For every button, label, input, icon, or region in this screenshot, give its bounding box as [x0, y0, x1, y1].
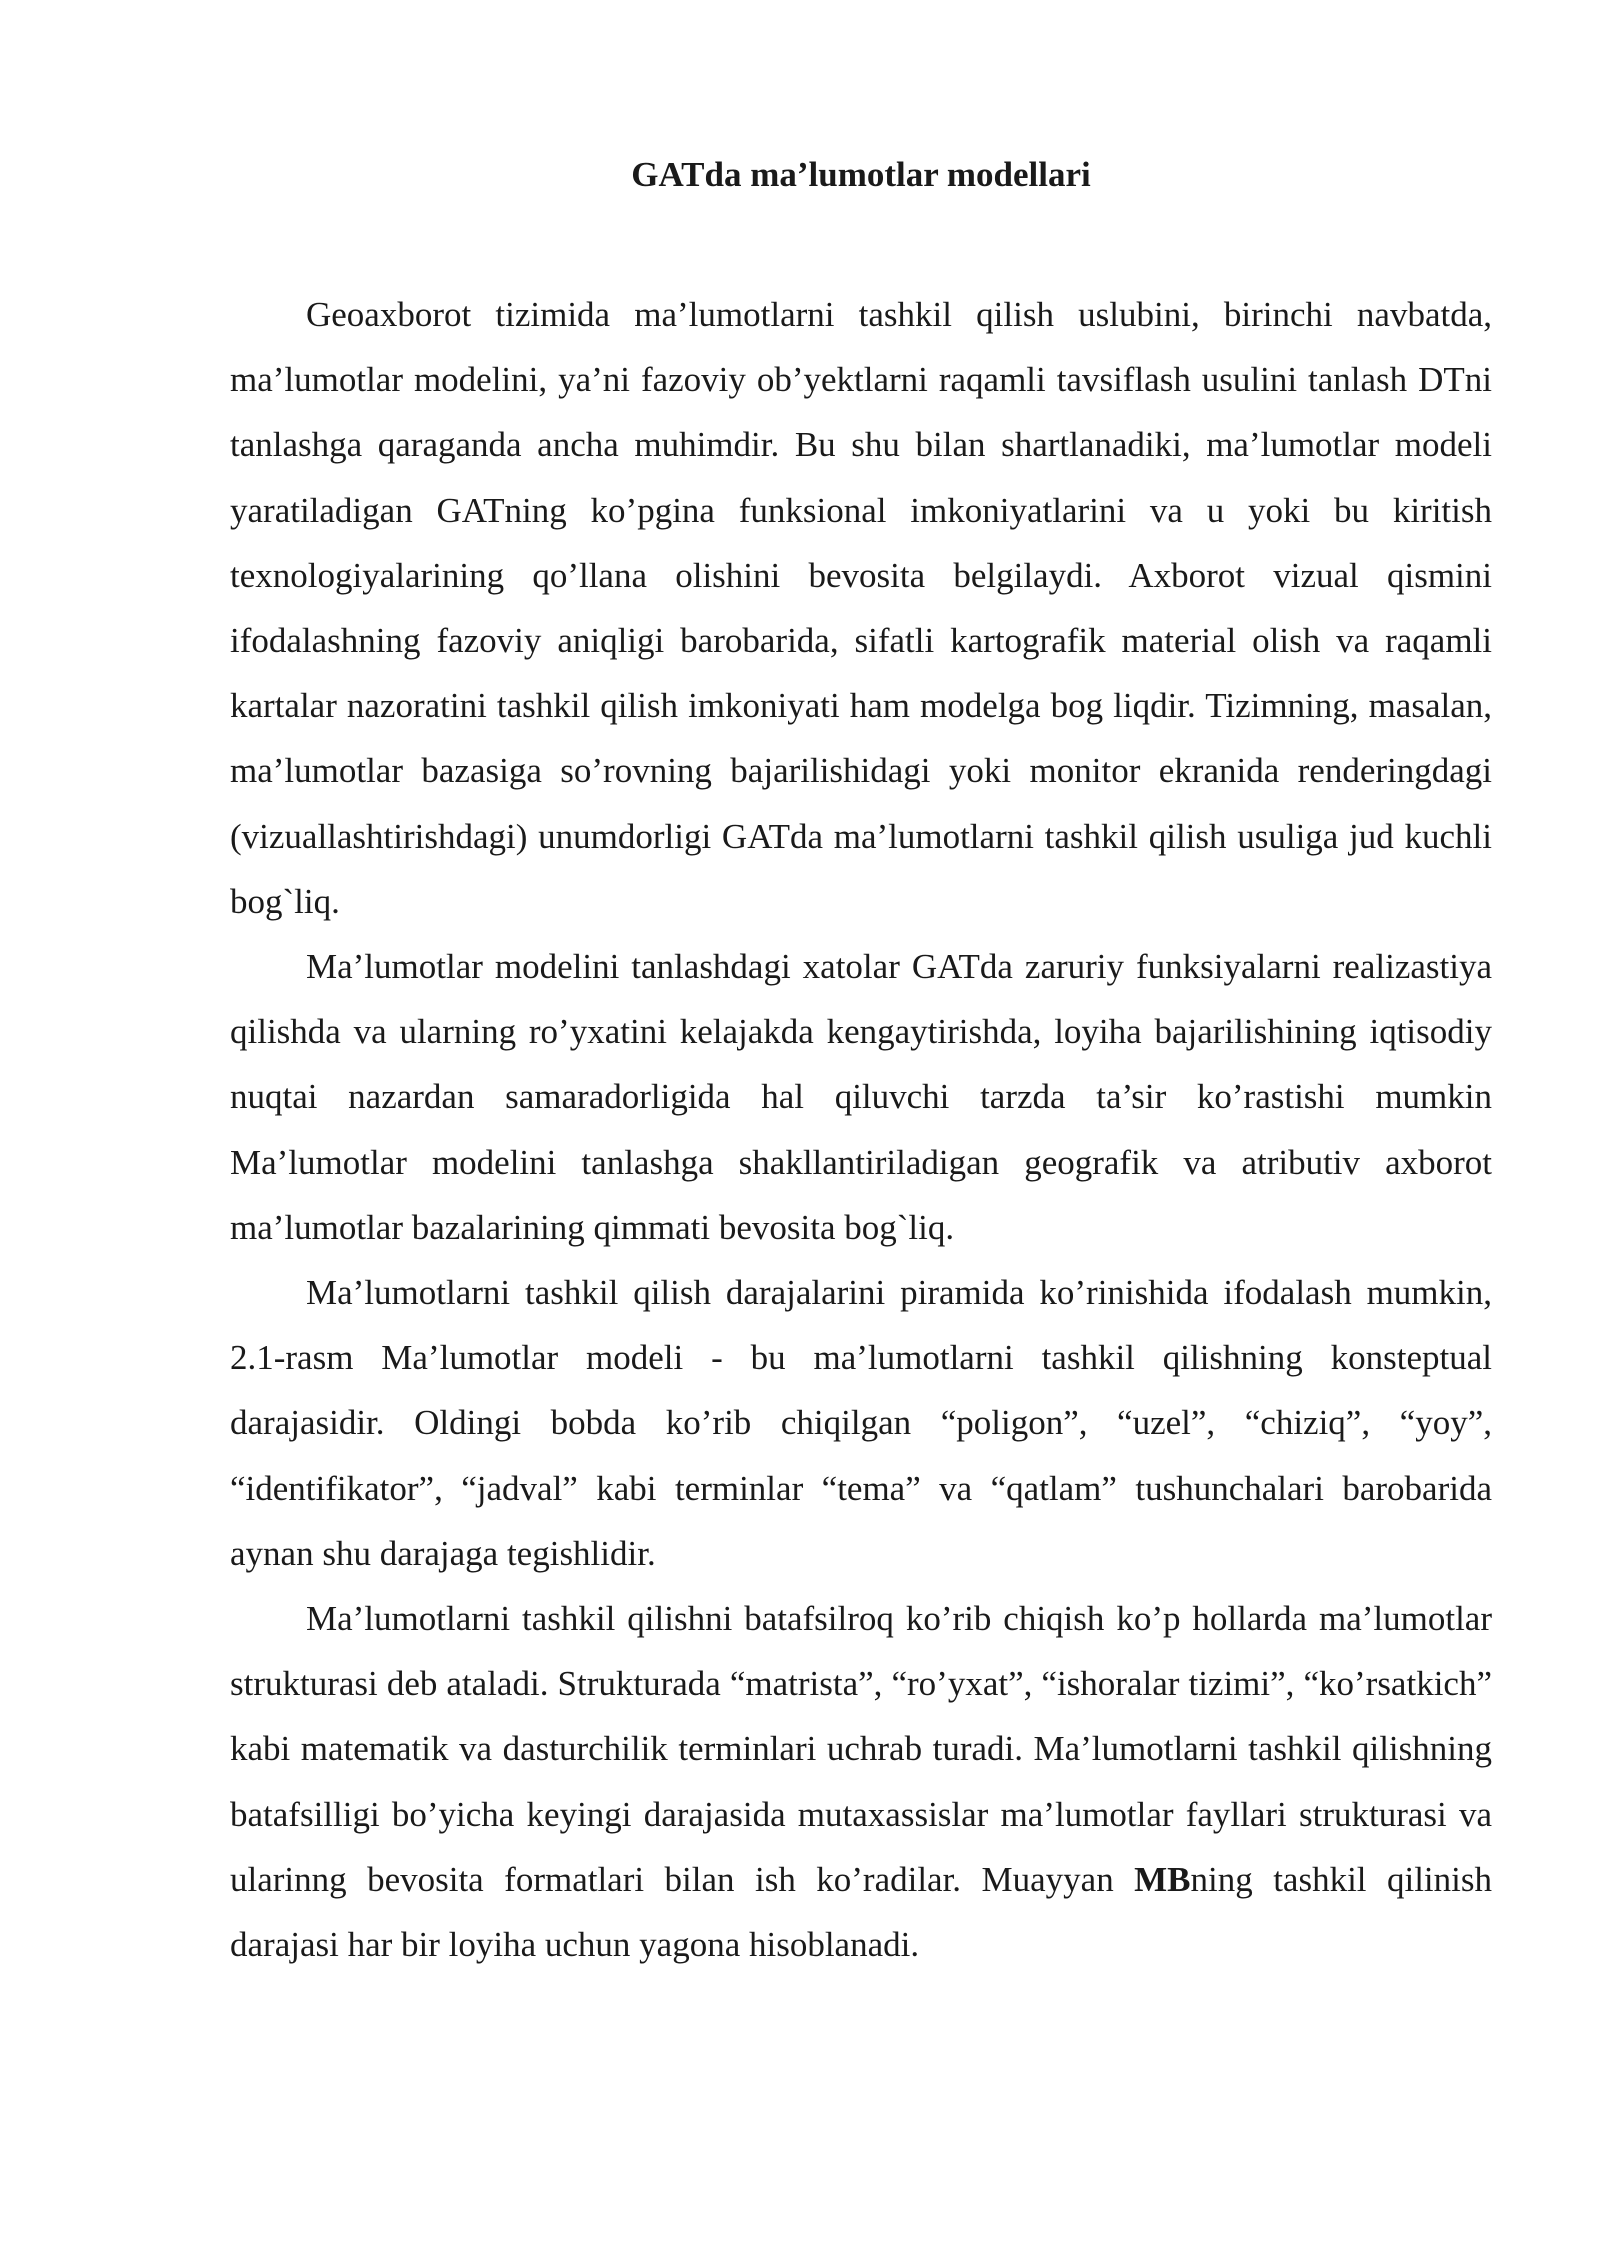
- document-title: GATda ma’lumotlar modellari: [631, 155, 1091, 194]
- document-body: [230, 150, 1492, 1977]
- paragraph-4-text-end: ning tashkil qilinish darajasi har bir loyiha uchun yagona hisoblanadi.: [230, 1859, 1492, 1965]
- paragraph-4: [230, 1586, 1492, 1977]
- paragraph-1: Geoaxborot tizimida ma’lumotlarni tashkil qilish uslubini, birinchi navbatda, ma’lumotlar modelini, ya’ni fazoviy ob’yektlarni raqamli tavsiflash usulini tanlash DTni tanlashga qaraganda ancha muhimdir. Bu shu bilan shartlanadiki, ma’lumotlar modeli yaratiladigan GATning ko’pgina funksional imkoniyatlarini va u yoki bu kiritish texnologiyalarining qo’llana olishini bevosita belgilaydi. Axborot vizual qismini ifodalashning fazoviy aniqligi barobarida, sifatli kartografik material olish va raqamli kartalar nazoratini tashkil qilish imkoniyati ham modelga bog liqdir. Tizimning, masalan, ma’lumotlar bazasiga so’rovning bajarilishidagi yoki monitor ekranida renderingdagi (vizuallashtirishdagi) unumdorligi GATda ma’lumotlarni tashkil qilish usuliga jud kuchli bog`liq.: [230, 295, 1492, 921]
- paragraph-4-text-start: Ma’lumotlarni tashkil qilishni batafsilroq ko’rib chiqish ko’p hollarda ma’lumotlar strukturasi deb ataladi. Strukturada “matrista”, “ro’yxat”, “ishoralar tizimi”, “ko’rsatkich” kabi matematik va dasturchilik terminlari uchrab turadi. Ma’lumotlarni tashkil qilishning batafsilligi bo’yicha keyingi darajasida mutaxassislar ma’lumotlar fayllari strukturasi va ularinng bevosita formatlari bilan ish ko’radilar. Muayyan: [230, 1599, 1492, 1899]
- paragraph-4-bold-term: MB: [1134, 1859, 1191, 1899]
- paragraph-3: Ma’lumotlarni tashkil qilish darajalarini piramida ko’rinishida ifodalash mumkin, 2.1-rasm Ma’lumotlar modeli - bu ma’lumotlarni tashkil qilishning konsteptual darajasidir. Oldingi bobda ko’rib chiqilgan “poligon”, “uzel”, “chiziq”, “yoy”, “identifikator”, “jadval” kabi terminlar “tema” va “qatlam” tushunchalari barobarida aynan shu darajaga tegishlidir.: [230, 1273, 1492, 1573]
- paragraph-2: Ma’lumotlar modelini tanlashdagi xatolar GATda zaruriy funksiyalarni realizastiya qilishda va ularning ro’yxatini kelajakda kengaytirishda, loyiha bajarilishining iqtisodiy nuqtai nazardan samaradorligida hal qiluvchi tarzda ta’sir ko’rastishi mumkin Ma’lumotlar modelini tanlashga shakllantiriladigan geografik va atributiv axborot ma’lumotlar bazalarining qimmati bevosita bog`liq.: [230, 947, 1492, 1247]
